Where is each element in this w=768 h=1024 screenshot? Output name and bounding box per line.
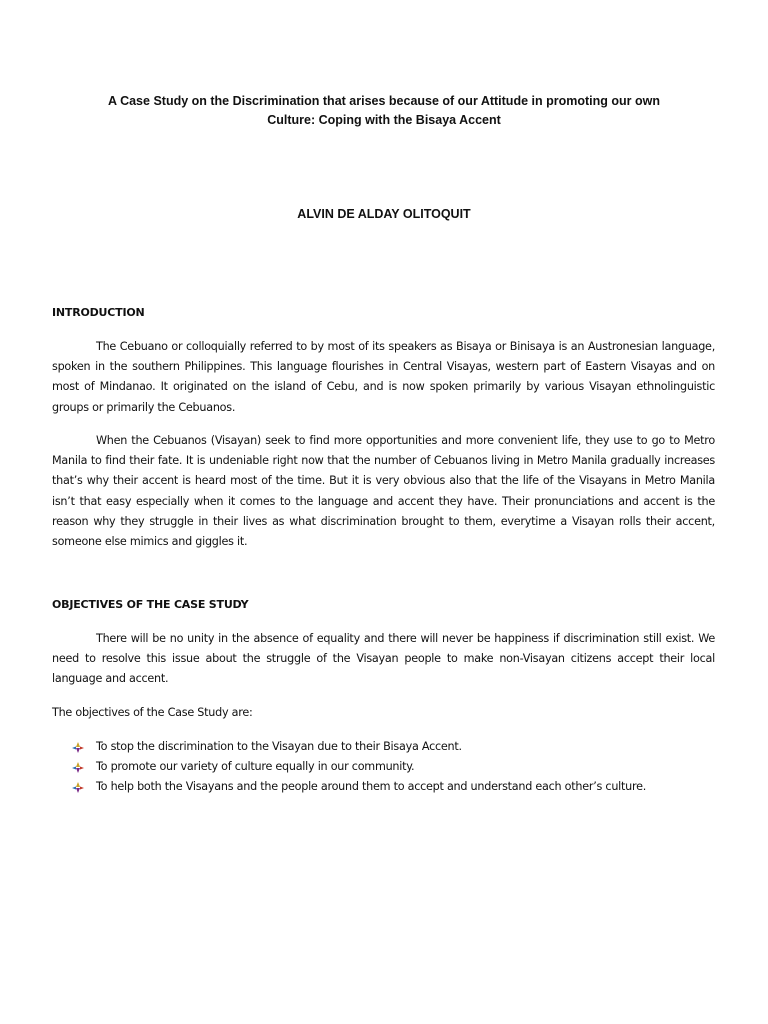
- introduction-paragraph-2: When the Cebuanos (Visayan) seek to find more opportunities and more convenient life, they use to go to Metro Manila to find their fate. It is undeniable right now that the number of Cebuanos living in Metro Manila gradually increases that’s why their accent is heard most of the time. But it is very obvious also that the life of the Visayans in Metro Manila isn’t that easy especially when it comes to the language and accent they have. Their pronunciations and accent is the reason why they struggle in their lives as what discrimination brought to them, everytime a Visayan rolls their accent, someone else mimics and giggles it.: [52, 434, 715, 549]
- objectives-list: [72, 737, 712, 798]
- author-name: ALVIN DE ALDAY OLITOQUIT: [297, 207, 471, 221]
- objectives-paragraph: There will be no unity in the absence of equality and there will never be happiness if discrimination still exist. We need to resolve this issue about the struggle of the Visayan people to make non-Visayan citizens accept their local language and accent.: [52, 632, 715, 686]
- objective-text: To help both the Visayans and the people around them to accept and understand each other’s culture.: [96, 780, 647, 794]
- objectives-heading: OBJECTIVES OF THE CASE STUDY: [52, 598, 249, 611]
- objectives-intro: The objectives of the Case Study are:: [52, 706, 253, 719]
- title-line-1: A Case Study on the Discrimination that arises because of our Attitude in promoting our own: [108, 94, 660, 108]
- title-line-2: Culture: Coping with the Bisaya Accent: [267, 113, 501, 127]
- diamond-arrow-bullet-icon: [72, 762, 84, 773]
- list-item: [72, 777, 712, 797]
- list-item: [72, 757, 712, 777]
- diamond-arrow-bullet-icon: [72, 742, 84, 753]
- list-item: [72, 737, 712, 757]
- diamond-arrow-bullet-icon: [72, 782, 84, 793]
- objective-text: To promote our variety of culture equally in our community.: [96, 760, 415, 774]
- introduction-paragraph-1: The Cebuano or colloquially referred to by most of its speakers as Bisaya or Binisaya is an Austronesian language, spoken in the southern Philippines. This language flourishes in Central Visayas, western part of Eastern Visayas and on most of Mindanao. It originated on the island of Cebu, and is now spoken primarily by various Visayan ethnolinguistic groups or primarily the Cebuanos.: [52, 340, 715, 414]
- introduction-heading: INTRODUCTION: [52, 306, 145, 319]
- document-title: [60, 92, 708, 130]
- objective-text: To stop the discrimination to the Visayan due to their Bisaya Accent.: [96, 740, 462, 753]
